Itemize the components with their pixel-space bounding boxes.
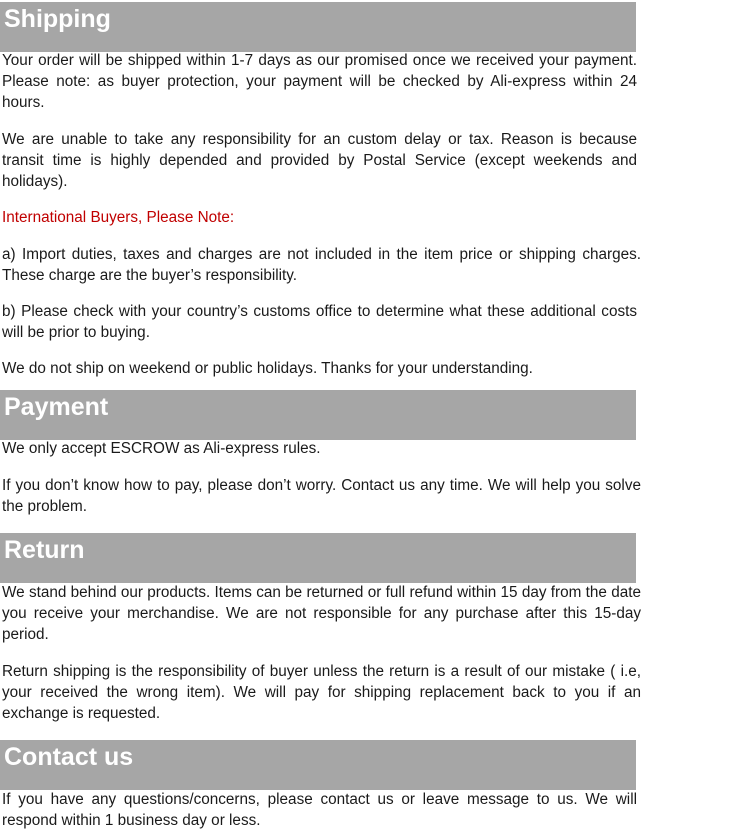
payment-title: Payment: [4, 393, 109, 421]
contact-section-header: [0, 740, 636, 790]
shipping-title: Shipping: [4, 5, 111, 33]
contact-title: Contact us: [4, 743, 134, 771]
return-paragraph-1: We stand behind our products. Items can be returned or full refund within 15 day from the date you receive your merchandise. We are not responsible for any purchase after this 15-day period.: [2, 584, 641, 644]
return-title: Return: [4, 536, 85, 564]
shipping-section-header: [0, 2, 636, 52]
return-section-header: [0, 533, 636, 583]
payment-section-header: [0, 390, 636, 440]
international-buyers-note: International Buyers, Please Note:: [2, 209, 235, 226]
return-paragraph-2: Return shipping is the responsibility of buyer unless the return is a result of our mistake ( i.e, your received the wrong item). We will pay for shipping replacement back to you if an exchange is requested.: [2, 663, 641, 723]
payment-paragraph-1: We only accept ESCROW as Ali-express rules.: [2, 440, 321, 457]
shipping-note-b: b) Please check with your country’s customs office to determine what these additional costs will be prior to buying.: [2, 303, 637, 342]
shipping-paragraph-2: We are unable to take any responsibility for an custom delay or tax. Reason is because transit time is highly depended and provided by Postal Service (except weekends and holidays).: [2, 131, 637, 191]
payment-paragraph-2: If you don’t know how to pay, please don’t worry. Contact us any time. We will help you solve the problem.: [2, 477, 641, 516]
shipping-paragraph-3: We do not ship on weekend or public holidays. Thanks for your understanding.: [2, 360, 533, 377]
shipping-note-a: a) Import duties, taxes and charges are not included in the item price or shipping charges. These charge are the buyer’s responsibility.: [2, 246, 641, 285]
shipping-paragraph-1: Your order will be shipped within 1-7 days as our promised once we received your payment. Please note: as buyer protection, your payment will be checked by Ali-express within 24 hours.: [2, 52, 637, 112]
contact-paragraph-1: If you have any questions/concerns, please contact us or leave message to us. We will respond within 1 business day or less.: [2, 791, 637, 830]
